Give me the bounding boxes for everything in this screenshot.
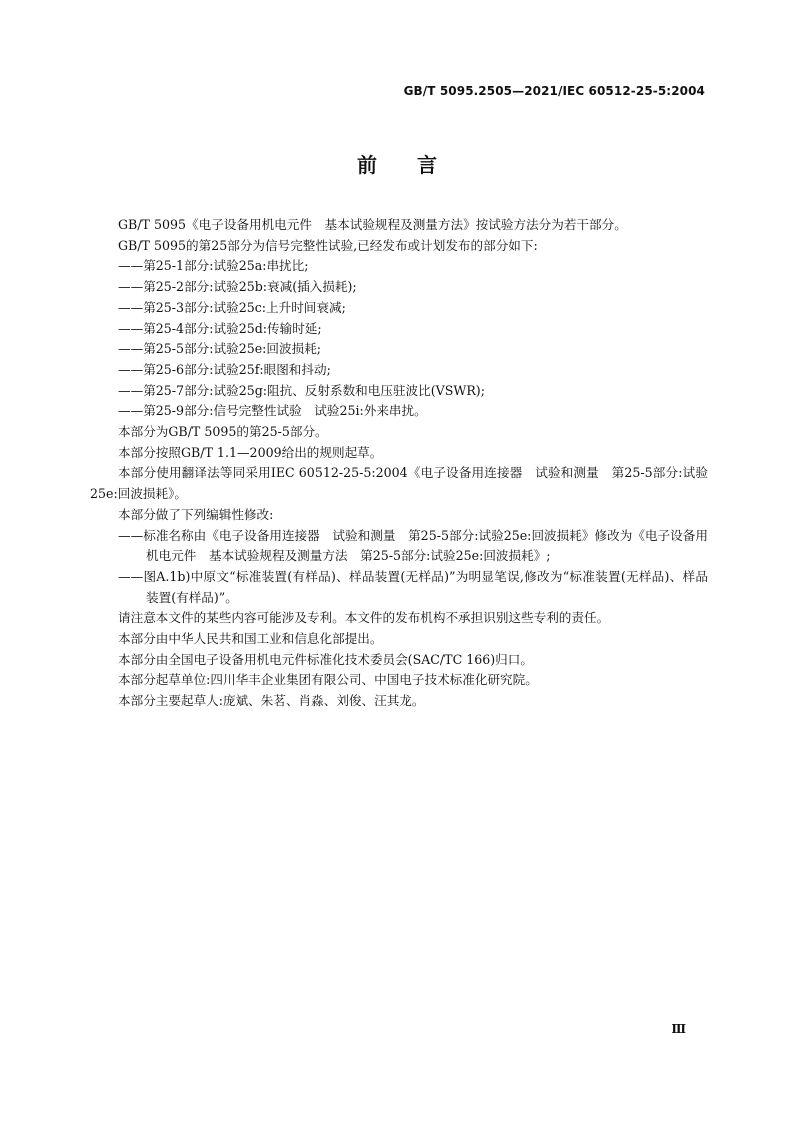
list-item: ——标准名称由《电子设备用连接器 试验和测量 第25-5部分:试验25e:回波损耗》修改为《电子设备用机电元件 基本试验规程及测量方法 第25-5部分:试验25e:回波损耗》; bbox=[118, 527, 708, 564]
page-number: Ⅲ bbox=[671, 1022, 686, 1036]
paragraph: 请注意本文件的某些内容可能涉及专利。本文件的发布机构不承担识别这些专利的责任。 bbox=[118, 610, 610, 626]
paragraph: 本部分为GB/T 5095的第25-5部分。 bbox=[118, 424, 328, 440]
page-title: 前言 bbox=[357, 153, 477, 177]
paragraph: 本部分由全国电子设备用机电元件标准化技术委员会(SAC/TC 166)归口。 bbox=[118, 651, 533, 667]
paragraph: 本部分起草单位:四川华丰企业集团有限公司、中国电子技术标准化研究院。 bbox=[118, 672, 538, 688]
paragraph: 本部分按照GB/T 1.1—2009给出的规则起草。 bbox=[118, 444, 383, 460]
paragraph: 本部分由中华人民共和国工业和信息化部提出。 bbox=[118, 631, 383, 647]
paragraph: 本部分使用翻译法等同采用IEC 60512-25-5:2004《电子设备用连接器 试验和测量 第25-5部分:试验25e:回波损耗》。 bbox=[90, 465, 708, 502]
standard-code-header: GB/T 5095.2505—2021/IEC 60512-25-5:2004 bbox=[403, 84, 705, 98]
list-item: ——第25-6部分:试验25f:眼图和抖动; bbox=[118, 361, 331, 377]
paragraph: GB/T 5095的第25部分为信号完整性试验,已经发布或计划发布的部分如下: bbox=[118, 237, 538, 253]
list-item: ——第25-3部分:试验25c:上升时间衰减; bbox=[118, 299, 346, 315]
foreword-body bbox=[90, 215, 708, 712]
list-item: ——图A.1b)中原文“标准装置(有样品)、样品装置(无样品)”为明显笔误,修改为“标准装置(无样品)、样品装置(有样品)”。 bbox=[118, 568, 708, 605]
list-item: ——第25-4部分:试验25d:传输时延; bbox=[118, 320, 322, 336]
list-item: ——第25-7部分:试验25g:阻抗、反射系数和电压驻波比(VSWR); bbox=[118, 382, 485, 398]
list-item: ——第25-2部分:试验25b:衰减(插入损耗); bbox=[118, 279, 357, 295]
paragraph: GB/T 5095《电子设备用机电元件 基本试验规程及测量方法》按试验方法分为若干部分。 bbox=[118, 217, 627, 232]
list-item: ——第25-1部分:试验25a:串扰比; bbox=[118, 258, 309, 274]
paragraph: 本部分做了下列编辑性修改: bbox=[118, 506, 274, 522]
list-item: ——第25-5部分:试验25e:回波损耗; bbox=[118, 341, 322, 357]
list-item: ——第25-9部分:信号完整性试验 试验25i:外来串扰。 bbox=[118, 403, 427, 419]
paragraph: 本部分主要起草人:庞斌、朱茗、肖淼、刘俊、汪其龙。 bbox=[118, 693, 425, 709]
